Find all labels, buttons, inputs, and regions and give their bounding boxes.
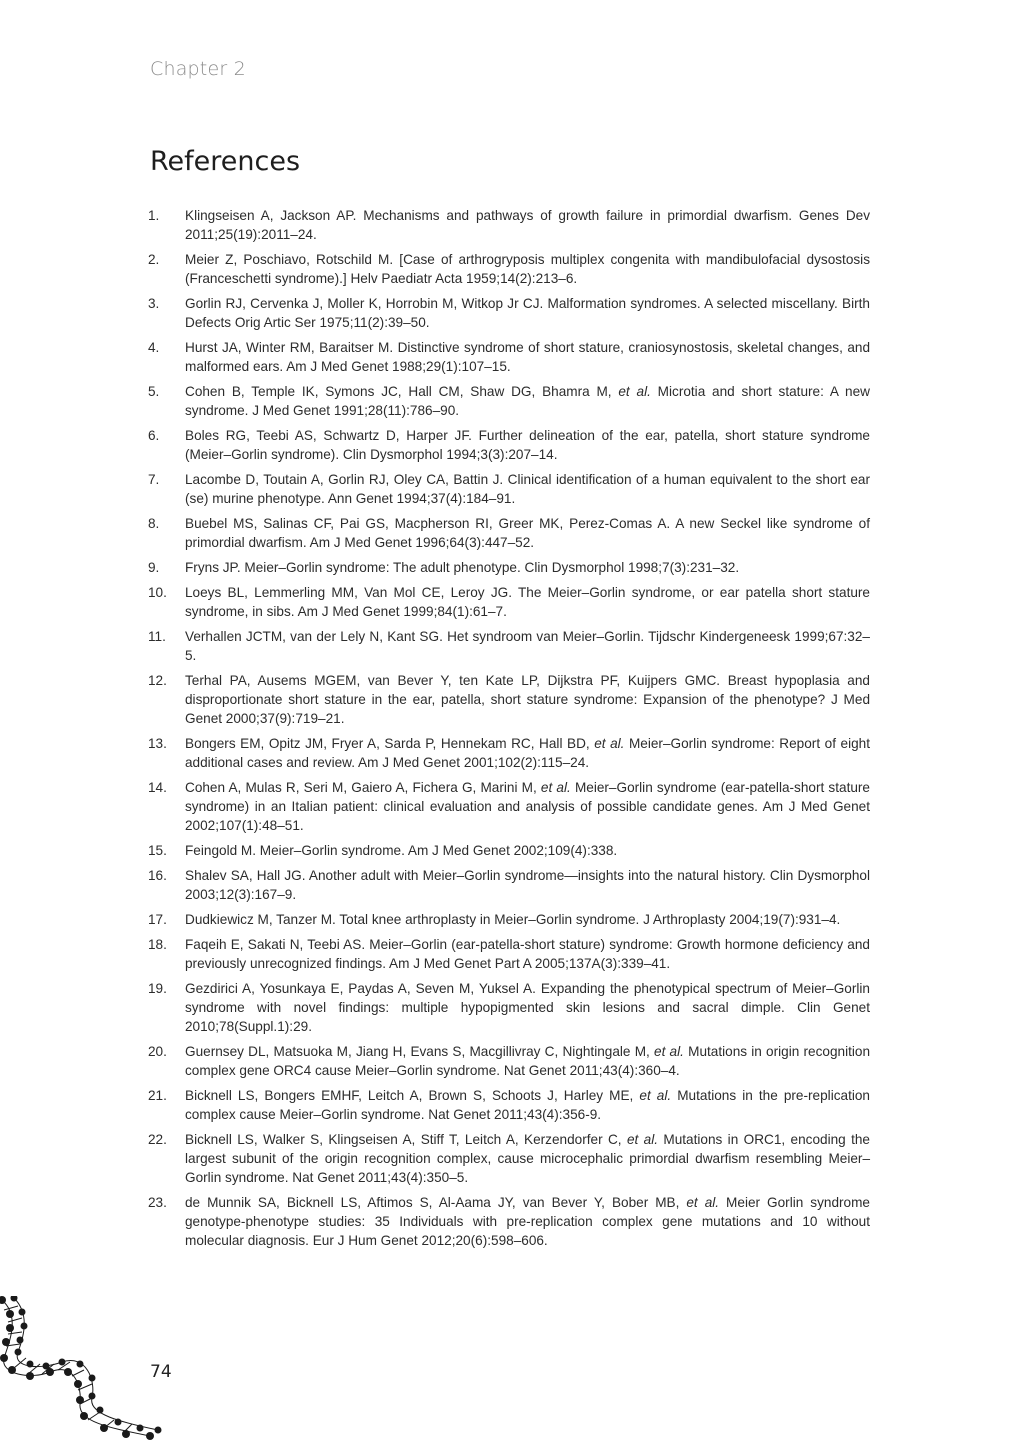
reference-item: [148, 382, 870, 420]
reference-item: [148, 514, 870, 552]
reference-item: [148, 294, 870, 332]
reference-text: Faqeih E, Sakati N, Teebi AS. Meier–Gorlin (ear-patella-short stature) syndrome: Growth hormone deficiency and previously unrecognized findings. Am J Med Genet Part A 2005;137A(3):339–41.: [185, 937, 870, 971]
reference-text: Boles RG, Teebi AS, Schwartz D, Harper JF. Further delineation of the ear, patella, short stature syndrome (Meier–Gorlin syndrome). Clin Dysmorphol 1994;3(3):207–14.: [185, 428, 870, 462]
reference-text: Gorlin RJ, Cervenka J, Moller K, Horrobin M, Witkop Jr CJ. Malformation syndromes. A selected miscellany. Birth Defects Orig Artic Ser 1975;11(2):39–50.: [185, 296, 870, 330]
reference-text: Meier Z, Poschiavo, Rotschild M. [Case of arthrogryposis multiplex congenita with mandibulofacial dysostosis (Franceschetti syndrome).] Helv Paediatr Acta 1959;14(2):213–6.: [185, 252, 870, 286]
reference-number: 8.: [148, 516, 160, 531]
reference-text: Guernsey DL, Matsuoka M, Jiang H, Evans S, Macgillivray C, Nightingale M, et al. Mutations in origin recognition complex gene ORC4 cause Meier–Gorlin syndrome. Nat Genet 2011;43(4):360–4.: [185, 1044, 871, 1078]
reference-item: [148, 338, 870, 376]
dna-helix-decoration: [0, 1296, 170, 1440]
reference-item: [148, 734, 870, 772]
reference-list: [148, 206, 870, 1256]
reference-text: de Munnik SA, Bicknell LS, Aftimos S, Al-Aama JY, van Bever Y, Bober MB, et al. Meier Gorlin syndrome genotype-phenotype studies: 35 Individuals with pre-replication complex gene mutations and 10 without molecular diagnosis. Eur J Hum Genet 2012;20(6):598–606.: [185, 1195, 870, 1248]
reference-number: 6.: [148, 428, 160, 443]
reference-item: [148, 470, 870, 508]
reference-text: Cohen B, Temple IK, Symons JC, Hall CM, Shaw DG, Bhamra M, et al. Microtia and short stature: A new syndrome. J Med Genet 1991;28(11):786–90.: [185, 384, 870, 418]
reference-text: Cohen A, Mulas R, Seri M, Gaiero A, Fichera G, Marini M, et al. Meier–Gorlin syndrome (ear-patella-short stature syndrome) in an Italian patient: clinical evaluation and analysis of possible candidate genes. Am J Med Genet 2002;107(1):48–51.: [185, 780, 870, 833]
reference-number: 21.: [148, 1088, 167, 1103]
reference-number: 19.: [148, 981, 167, 996]
reference-item: [148, 841, 870, 860]
section-heading: References: [150, 146, 301, 177]
reference-item: [148, 1193, 870, 1250]
reference-item: [148, 935, 870, 973]
reference-number: 14.: [148, 780, 167, 795]
reference-item: [148, 206, 870, 244]
reference-text: Terhal PA, Ausems MGEM, van Bever Y, ten Kate LP, Dijkstra PF, Kuijpers GMC. Breast hypoplasia and disproportionate short stature in the ear, patella, short stature syndrome: Expansion of the phenotype? J Med Genet 2000;37(9):719–21.: [185, 673, 870, 726]
reference-number: 5.: [148, 384, 160, 399]
reference-item: [148, 910, 870, 929]
reference-number: 22.: [148, 1132, 167, 1147]
reference-item: [148, 671, 870, 728]
reference-number: 4.: [148, 340, 160, 355]
reference-item: [148, 866, 870, 904]
reference-item: [148, 583, 870, 621]
reference-number: 2.: [148, 252, 160, 267]
reference-text: Shalev SA, Hall JG. Another adult with Meier–Gorlin syndrome—insights into the natural history. Clin Dysmorphol 2003;12(3):167–9.: [185, 868, 870, 902]
reference-text: Loeys BL, Lemmerling MM, Van Mol CE, Leroy JG. The Meier–Gorlin syndrome, or ear patella short stature syndrome, in sibs. Am J Med Genet 1999;84(1):61–7.: [185, 585, 870, 619]
reference-number: 7.: [148, 472, 160, 487]
reference-number: 11.: [148, 629, 166, 644]
reference-text: Dudkiewicz M, Tanzer M. Total knee arthroplasty in Meier–Gorlin syndrome. J Arthroplasty 2004;19(7):931–4.: [185, 912, 841, 927]
reference-number: 1.: [148, 208, 160, 223]
reference-number: 23.: [148, 1195, 167, 1210]
reference-text: Hurst JA, Winter RM, Baraitser M. Distinctive syndrome of short stature, craniosynostosis, skeletal changes, and malformed ears. Am J Med Genet 1988;29(1):107–15.: [185, 340, 870, 374]
reference-item: [148, 426, 870, 464]
reference-item: [148, 979, 870, 1036]
chapter-label: Chapter 2: [150, 58, 246, 80]
reference-item: [148, 1042, 870, 1080]
reference-text: Lacombe D, Toutain A, Gorlin RJ, Oley CA, Battin J. Clinical identification of a human equivalent to the short ear (se) murine phenotype. Ann Genet 1994;37(4):184–91.: [185, 472, 870, 506]
reference-number: 10.: [148, 585, 167, 600]
reference-item: [148, 1086, 870, 1124]
reference-number: 9.: [148, 560, 160, 575]
reference-item: [148, 558, 870, 577]
reference-number: 20.: [148, 1044, 167, 1059]
reference-number: 3.: [148, 296, 160, 311]
reference-item: [148, 627, 870, 665]
reference-number: 15.: [148, 843, 167, 858]
reference-text: Gezdirici A, Yosunkaya E, Paydas A, Seven M, Yuksel A. Expanding the phenotypical spectrum of Meier–Gorlin syndrome with novel findings: multiple hypopigmented skin lesions and sacral dimple. Clin Genet 2010;78(Suppl.1):29.: [185, 981, 870, 1034]
reference-number: 17.: [148, 912, 167, 927]
reference-text: Klingseisen A, Jackson AP. Mechanisms and pathways of growth failure in primordial dwarfism. Genes Dev 2011;25(19):2011–24.: [185, 208, 870, 242]
reference-number: 13.: [148, 736, 167, 751]
reference-text: Buebel MS, Salinas CF, Pai GS, Macpherson RI, Greer MK, Perez-Comas A. A new Seckel like syndrome of primordial dwarfism. Am J Med Genet 1996;64(3):447–52.: [185, 516, 870, 550]
reference-text: Bongers EM, Opitz JM, Fryer A, Sarda P, Hennekam RC, Hall BD, et al. Meier–Gorlin syndrome: Report of eight additional cases and review. Am J Med Genet 2001;102(2):115–24.: [185, 736, 870, 770]
reference-text: Bicknell LS, Bongers EMHF, Leitch A, Brown S, Schoots J, Harley ME, et al. Mutations in the pre-replication complex cause Meier–Gorlin syndrome. Nat Genet 2011;43(4):356-9.: [185, 1088, 870, 1122]
reference-text: Bicknell LS, Walker S, Klingseisen A, Stiff T, Leitch A, Kerzendorfer C, et al. Mutations in ORC1, encoding the largest subunit of the origin recognition complex, cause microcephalic primordial dwarfism resembling Meier–Gorlin syndrome. Nat Genet 2011;43(4):350–5.: [185, 1132, 870, 1185]
reference-text: Feingold M. Meier–Gorlin syndrome. Am J Med Genet 2002;109(4):338.: [185, 843, 618, 858]
page-number: 74: [150, 1362, 172, 1382]
reference-item: [148, 778, 870, 835]
reference-number: 12.: [148, 673, 167, 688]
reference-number: 18.: [148, 937, 167, 952]
reference-item: [148, 250, 870, 288]
reference-text: Verhallen JCTM, van der Lely N, Kant SG. Het syndroom van Meier–Gorlin. Tijdschr Kindergeneesk 1999;67:32–5.: [185, 629, 870, 663]
reference-number: 16.: [148, 868, 167, 883]
reference-item: [148, 1130, 870, 1187]
reference-text: Fryns JP. Meier–Gorlin syndrome: The adult phenotype. Clin Dysmorphol 1998;7(3):231–32.: [185, 560, 740, 575]
